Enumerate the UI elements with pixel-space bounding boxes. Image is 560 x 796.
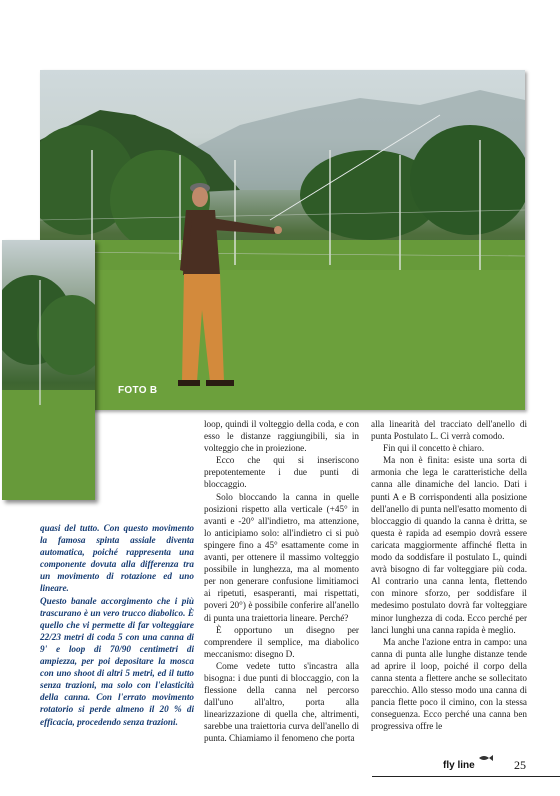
paragraph: alla linearità del tracciato dell'anello di punta Postulato L. Ci verrà comodo. xyxy=(371,419,527,442)
article-column-2 xyxy=(204,418,359,745)
article-column-3 xyxy=(371,418,527,732)
paragraph: Fin qui il concetto è chiaro. xyxy=(383,443,485,454)
inset-photo xyxy=(2,240,95,500)
fish-logo-icon xyxy=(478,754,494,762)
footer-rule xyxy=(372,776,560,777)
main-photo-scene xyxy=(40,70,525,410)
paragraph: Come vedete tutto s'incastra alla bisogna: i due punti di bloccaggio, con la flessione della canna nel percorso dall'uno all'altro, porta alla linearizzazione di quella che, altrimenti, sarebbe una traiettoria curva dell'anello di punta. Chiamiamo il fenomeno che porta xyxy=(204,660,359,744)
paragraph: Ecco che qui si inseriscono prepotentemente i due punti di bloccaggio. xyxy=(204,455,359,490)
paragraph: Ma anche l'azione entra in campo: una canna di punta alle lunghe distanze tende ad aprire il loop, poiché il corpo della canna stenta a flettere anche se sollecitato parecchio. Allo stesso modo una canna di pancia flette poco il cimino, con la stessa conseguenza. Ecco perché una canna ben progressiva offre le xyxy=(371,636,527,732)
page-number: 25 xyxy=(514,758,526,772)
paragraph: Ma non è finita: esiste una sorta di armonia che lega le caratteristiche della canna alle dinamiche del lancio. Dati i punti A e B corrispondenti alla posizione dell'anello di punta nell'esatto momento di bloccaggio di quando la canna è dritta, se questa è rapida ad esempio dovrà essere caricata maggiormente affinché fletta in modo da soddisfare il postulato L, quindi avrà bisogno di far volteggiare più coda. Al contrario una canna lenta, flettendo con minore sforzo, per soddisfare il medesimo postulato dovrà far volteggiare minor lunghezza di coda. Ecco perché per lanci lunghi una canna rapida è meglio. xyxy=(371,455,527,635)
paragraph: loop, quindi il volteggio della coda, e con esso le distanze raggiungibili, sia in volteggio che in proiezione. xyxy=(204,419,359,454)
paragraph: Solo bloccando la canna in quelle posizioni rispetto alla verticale (+45° in avanti e -20° all'indietro, ma attenzione, lo anticipiamo solo: all'indietro ci si può spingere fino a 45° esattamente come in avanti, per ottenere il massimo volteggio possibile in lunghezza, ma al momento per non generare confusione limitiamoci ai ripetuti, esasperanti, mai rispettati, poveri 20°) è possibile conferire all'anello di punta una traiettoria lineare. Perché? xyxy=(204,491,359,623)
paragraph: quasi del tutto. Con questo movimento la famosa spinta assiale diventa automatica, poiché rappresenta una componente dovuta alla differenza tra un movimento di rotazione ed uno lineare. xyxy=(40,523,194,594)
paragraph: È opportuno un disegno per comprendere il semplice, ma diabolico meccanismo: disegno D. xyxy=(204,624,359,659)
inset-photo-scene xyxy=(2,240,95,500)
article-column-1 xyxy=(40,522,194,728)
paragraph: Questo banale accorgimento che i più trascurano è un vero trucco diabolico. È quello che vi permette di far volteggiare 22/23 metri di coda 5 con una canna di 9' e loop di 70/90 centimetri di ampiezza, per poi depositare la mosca con uno shoot di altri 5 metri, ed il tutto senza trazioni, ma solo con l'elasticità della canna. Con l'errato movimento rotatorio si perde almeno il 20 % di efficacia, procedendo senza trazioni. xyxy=(40,595,194,727)
photo-caption: FOTO B xyxy=(118,385,158,396)
magazine-brand: fly line xyxy=(443,760,475,771)
main-photo xyxy=(40,70,525,410)
